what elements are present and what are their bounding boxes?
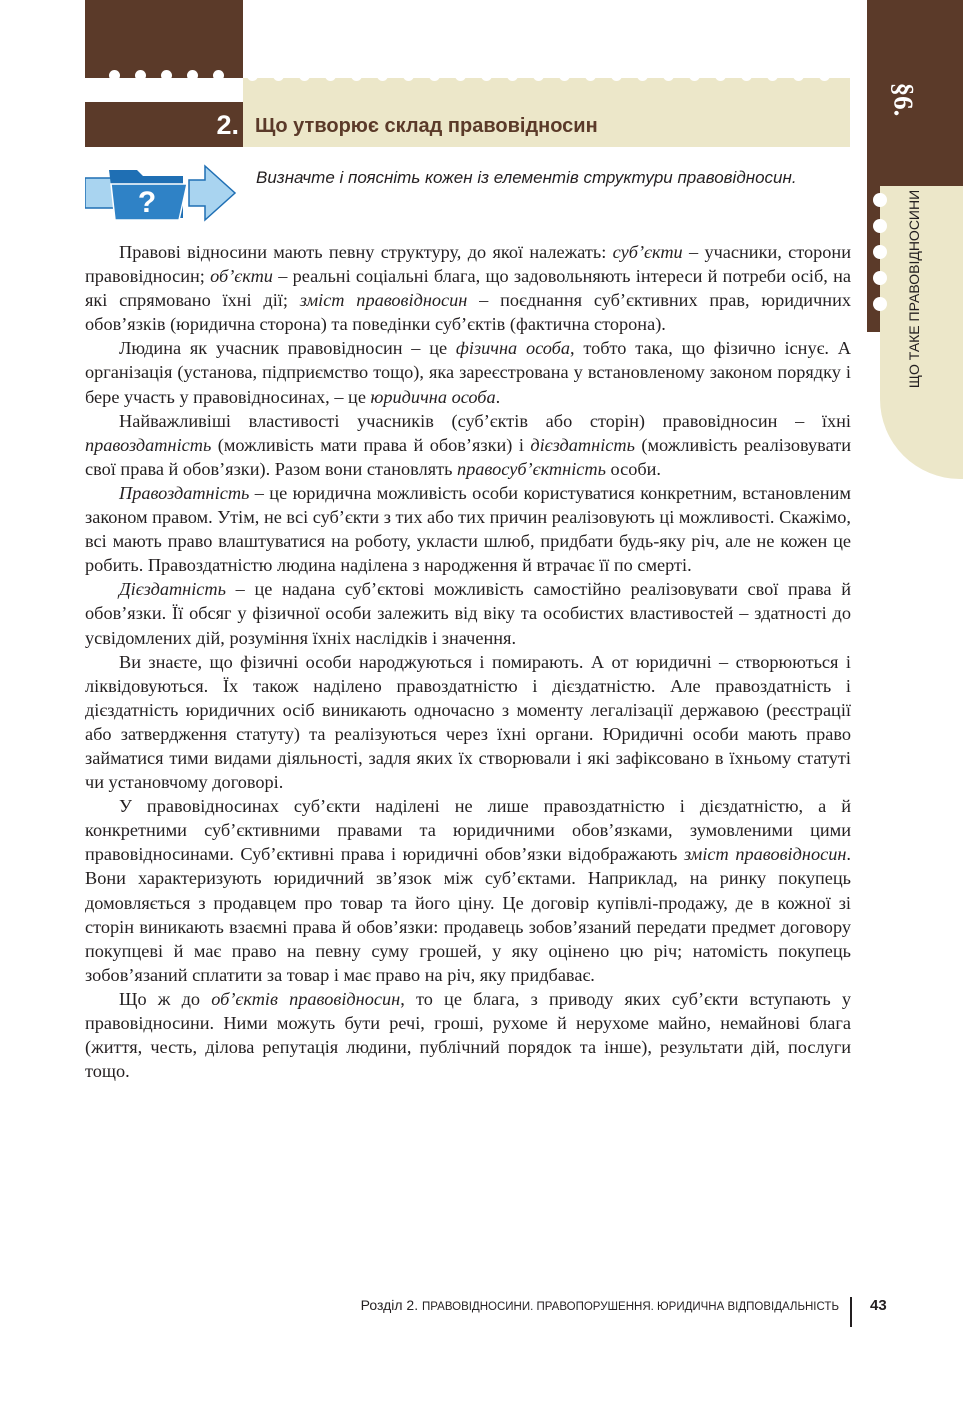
svg-text:?: ? xyxy=(137,186,157,219)
task-text: Визначте і поясніть кожен із елементів структури правовідносин. xyxy=(256,168,797,187)
text-run: – учасники, сторони правовідносин; xyxy=(85,242,851,287)
text-run: Правові відносини мають певну структуру, до якої належать: xyxy=(119,242,613,262)
side-tab-label xyxy=(904,186,924,396)
term-italic: зміст правовідносин xyxy=(299,290,468,311)
term-italic: суб’єкти xyxy=(612,242,683,262)
text-run: Найважливіші властивості учасників (суб’єктів або сторін) правовідносин – їхні xyxy=(119,410,851,431)
body-paragraph xyxy=(85,987,851,1083)
term-italic: правосуб’єктність xyxy=(457,458,606,479)
text-run: Ви знаєте, що фізичні особи народжуються і помирають. А от юридичні – створюються і ліквідовуються. Їх також наділено правоздатністю і дієздатністю. Але правоздатність і дієздатність юридичних осіб виникають одночасно з моменту легалізації державою (реєстрації або затвердження статуту) та реалізуються через їхні органи. Юридичні особи мають право займатися тими видами діяльності, задля яких їх створювали і які зафіксовано в їхньому статуті чи установчому договорі. xyxy=(85,651,851,793)
text-run: , то це блага, з приводу яких суб’єкти вступають у правовідносини. Ними можуть бути речі, гроші, рухоме й нерухоме майно, немайнові блага (життя, честь, ділова репутація людини, публічний порядок та інше), результати дій, послуги тощо. xyxy=(85,988,851,1082)
footer-chapter-prefix: Розділ 2. xyxy=(360,1297,419,1313)
footer-divider xyxy=(850,1297,852,1327)
text-run: Що ж до xyxy=(119,988,212,1009)
body-paragraph xyxy=(85,409,851,481)
header-brown-block xyxy=(85,0,243,78)
text-run: – це юридична можливість особи користуватися конкретним, встановленим законом правом. Утім, не всі суб’єкти з тих або тих причин реалізовують ці можливості. Скажімо, всі мають право влаштуватися на роботу, укласти шлюб, придбати будь-яку річ, але не кожен це робить. Правоздатністю людина наділена з народження й втрачає її по смерті. xyxy=(85,482,851,576)
body-paragraph xyxy=(85,240,851,336)
body-paragraph xyxy=(85,650,851,795)
section-number-box xyxy=(85,102,243,147)
side-tab-label-text: ЩО ТАКЕ ПРАВОВІДНОСИНИ xyxy=(906,189,922,389)
section-number: 2. xyxy=(216,110,239,140)
page-number: 43 xyxy=(870,1297,887,1314)
body-paragraph xyxy=(85,481,851,577)
term-italic: юридична особа xyxy=(370,386,496,407)
section-title: Що утворює склад правовідносин xyxy=(255,115,598,137)
scallop-border xyxy=(85,70,850,86)
text-run: , тобто така, що фізично існує. А організація (установа, підприємство тощо), яка зареєстрована у встановленому законом порядку і бере участь у правовідносинах, – це xyxy=(85,338,851,407)
text-run: – поєднання суб’єктивних прав, юридичних обов’язків (юридична сторона) та поведінки суб’єктів (фактична сторона). xyxy=(85,290,851,335)
paragraph-number: §6. xyxy=(888,82,919,117)
text-run: . xyxy=(495,386,501,407)
term-italic: фізична особа xyxy=(455,338,571,359)
term-italic: правоздатність xyxy=(85,434,212,455)
footer-chapter-title: ПРАВОВІДНОСИНИ. ПРАВОПОРУШЕННЯ. ЮРИДИЧНА ВІДПОВІДАЛЬНІСТЬ xyxy=(422,1301,839,1313)
section-title-box xyxy=(243,102,850,147)
term-italic: дієздатність xyxy=(530,434,635,455)
body-paragraph xyxy=(85,794,851,987)
body-paragraph xyxy=(85,336,851,408)
text-run: (можливість мати права й обов’язки) і xyxy=(211,434,531,455)
term-italic: зміст правовідносин xyxy=(684,844,847,865)
term-italic: Правоздатність xyxy=(119,482,250,503)
term-italic: об’єктів правовідносин xyxy=(211,988,401,1009)
text-run: особи. xyxy=(605,458,661,479)
body-paragraph xyxy=(85,577,851,649)
body-text xyxy=(85,240,851,1083)
section-heading xyxy=(85,102,850,147)
footer-chapter xyxy=(361,1297,839,1313)
text-run: Людина як учасник правовідносин – це xyxy=(119,338,456,359)
text-run: У правовідносинах суб’єкти наділені не лише правоздатністю і дієздатністю, а й конкретними суб’єктивними правами та юридичними обов’язками, зумовленими цими правовідносинами. Суб’єктивні права і юридичні обов’язки відображають xyxy=(85,796,851,865)
text-run: – реальні соціальні блага, що задовольняють інтереси й потреби осіб, на які спрямовано їхні дії; xyxy=(85,266,851,311)
text-run: (можливість реалізовувати свої права й обов’язки). Разом вони становлять xyxy=(85,434,851,479)
text-run: . Вони характеризують юридичний зв’язок між суб’єктами. Наприклад, на ринку покупець домовляється з продавцем про товар та його ціну. Це договір купівлі-продажу, де в кожної зі сторін виникають взаємні права й обов’язки: продавець зобов’язаний передати предмет договору покупцеві й має право на певну суму грошей, у яку оцінено цю річ; натомість покупець зобов’язаний сплатити за товар і має право на річ, яку придбаває. xyxy=(85,844,851,985)
text-run: – це надана суб’єктові можливість самостійно реалізовувати свої права й обов’язки. Її обсяг у фізичної особи залежить від віку та особистих властивостей – здатності до усвідомлених дій, розуміння їхніх наслідків і значення. xyxy=(85,579,851,648)
question-folder-arrow-icon xyxy=(85,162,237,224)
term-italic: об’єкти xyxy=(210,266,273,287)
term-italic: Дієздатність xyxy=(119,579,226,600)
